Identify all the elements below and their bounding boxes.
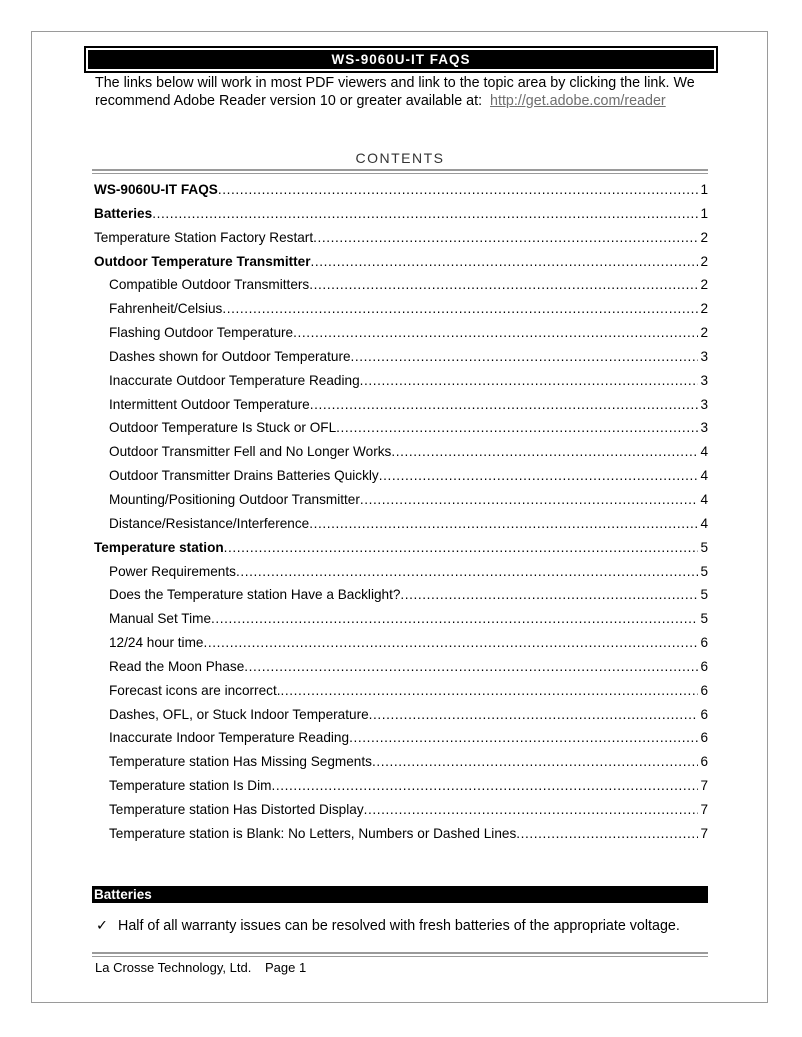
toc-leader xyxy=(271,778,698,793)
checkmark-icon: ✓ xyxy=(96,918,108,934)
toc-entry-page: 1 xyxy=(700,205,708,221)
batteries-bullet xyxy=(96,918,680,934)
toc-entry-page: 2 xyxy=(700,277,708,293)
toc-entry-page: 3 xyxy=(700,348,708,364)
toc-entry-title: Temperature station Has Distorted Display xyxy=(109,801,364,817)
toc-entry-page: 6 xyxy=(700,658,708,674)
toc-leader xyxy=(152,206,698,221)
footer-divider xyxy=(92,952,708,957)
toc-leader xyxy=(309,516,698,531)
toc-entry[interactable] xyxy=(94,611,708,635)
toc-entry[interactable] xyxy=(94,444,708,468)
toc-leader xyxy=(313,230,698,245)
toc-entry[interactable] xyxy=(94,254,708,278)
toc-entry-page: 5 xyxy=(700,563,708,579)
toc-entry-title: Inaccurate Outdoor Temperature Reading xyxy=(109,372,360,388)
toc-entry-page: 6 xyxy=(700,635,708,651)
toc-leader xyxy=(351,349,699,364)
toc-leader xyxy=(293,325,698,340)
toc-entry-title: Distance/Resistance/Interference xyxy=(109,515,310,531)
toc-leader xyxy=(311,254,699,269)
toc-leader xyxy=(222,301,698,316)
toc-entry-title: Mounting/Positioning Outdoor Transmitter xyxy=(109,491,360,507)
toc-entry[interactable] xyxy=(94,373,708,397)
toc-leader xyxy=(400,587,698,602)
toc-leader xyxy=(360,492,699,507)
toc-entry-title: Dashes shown for Outdoor Temperature xyxy=(109,348,351,364)
contents-heading: CONTENTS xyxy=(355,150,445,166)
toc-entry-page: 6 xyxy=(700,706,708,722)
toc-entry-page: 7 xyxy=(700,778,708,794)
toc-leader xyxy=(369,707,699,722)
adobe-reader-link[interactable]: http://get.adobe.com/reader xyxy=(490,93,666,109)
toc-entry-title: Outdoor Temperature Is Stuck or OFL xyxy=(109,420,337,436)
toc-entry-title: Outdoor Transmitter Drains Batteries Quickly xyxy=(109,468,379,484)
toc-entry-page: 4 xyxy=(700,468,708,484)
toc-leader xyxy=(364,802,699,817)
toc-entry[interactable] xyxy=(94,659,708,683)
toc-entry[interactable] xyxy=(94,802,708,826)
toc-entry-title: Temperature station Has Missing Segments xyxy=(109,754,372,770)
document-title: WS-9060U-IT FAQS xyxy=(88,50,714,69)
toc-entry[interactable] xyxy=(94,277,708,301)
toc-entry-title: Outdoor Temperature Transmitter xyxy=(94,253,311,269)
toc-entry[interactable] xyxy=(94,516,708,540)
toc-leader xyxy=(391,444,698,459)
toc-entry-title: Compatible Outdoor Transmitters xyxy=(109,277,310,293)
toc-entry[interactable] xyxy=(94,826,708,850)
toc-entry-page: 2 xyxy=(700,229,708,245)
toc-leader xyxy=(360,373,699,388)
toc-entry-title: Power Requirements xyxy=(109,563,236,579)
toc-entry-page: 5 xyxy=(700,539,708,555)
toc-entry-title: Intermittent Outdoor Temperature xyxy=(109,396,310,412)
toc-entry-title: Inaccurate Indoor Temperature Reading xyxy=(109,730,350,746)
toc-entry[interactable] xyxy=(94,587,708,611)
toc-entry-page: 6 xyxy=(700,754,708,770)
toc-entry[interactable] xyxy=(94,230,708,254)
toc-entry-page: 3 xyxy=(700,372,708,388)
toc-entry[interactable] xyxy=(94,182,708,206)
toc-entry-title: Temperature station Is Dim xyxy=(109,778,272,794)
toc-entry[interactable] xyxy=(94,730,708,754)
toc-entry-title: Dashes, OFL, or Stuck Indoor Temperature xyxy=(109,706,369,722)
toc-leader xyxy=(372,754,699,769)
toc-leader xyxy=(349,730,698,745)
toc-entry-page: 4 xyxy=(700,515,708,531)
toc-entry-page: 4 xyxy=(700,444,708,460)
toc-entry-page: 4 xyxy=(700,491,708,507)
toc-entry[interactable] xyxy=(94,683,708,707)
toc-entry-title: WS-9060U-IT FAQS xyxy=(94,182,218,197)
toc-entry-page: 5 xyxy=(700,611,708,627)
toc-entry[interactable] xyxy=(94,301,708,325)
toc-entry[interactable] xyxy=(94,468,708,492)
toc-entry-title: Manual Set Time xyxy=(109,611,211,627)
footer-page-number: Page 1 xyxy=(264,960,307,975)
toc-entry-page: 3 xyxy=(700,396,708,412)
toc-entry-title: Fahrenheit/Celsius xyxy=(109,301,223,317)
toc-entry-title: Temperature station xyxy=(94,539,224,555)
toc-entry[interactable] xyxy=(94,754,708,778)
toc-entry-title: Temperature station is Blank: No Letters, Numbers or Dashed Lines xyxy=(109,825,517,841)
toc-entry-page: 2 xyxy=(700,301,708,317)
toc-entry[interactable] xyxy=(94,492,708,516)
toc-entry[interactable] xyxy=(94,420,708,444)
toc-entry-title: Read the Moon Phase xyxy=(109,658,245,674)
toc-entry[interactable] xyxy=(94,349,708,373)
contents-divider xyxy=(92,169,708,174)
toc-entry[interactable] xyxy=(94,707,708,731)
toc-entry-title: 12/24 hour time xyxy=(109,635,204,651)
toc-leader xyxy=(310,397,699,412)
toc-entry-page: 7 xyxy=(700,825,708,841)
toc-entry-title: Flashing Outdoor Temperature xyxy=(109,325,294,341)
intro-paragraph xyxy=(95,74,715,110)
toc-entry[interactable] xyxy=(94,540,708,564)
toc-entry[interactable] xyxy=(94,778,708,802)
toc-entry[interactable] xyxy=(94,206,708,230)
toc-leader xyxy=(224,540,699,555)
toc-leader xyxy=(379,468,699,483)
toc-entry-title: Temperature Station Factory Restart xyxy=(94,229,314,245)
page-footer xyxy=(95,960,306,975)
toc-leader xyxy=(236,564,699,579)
batteries-bullet-text: Half of all warranty issues can be resolved with fresh batteries of the appropriate voltage. xyxy=(118,918,680,934)
toc-entry-page: 3 xyxy=(700,420,708,436)
batteries-section-heading: Batteries xyxy=(92,886,708,903)
footer-company: La Crosse Technology, Ltd. xyxy=(95,960,252,975)
toc-entry[interactable] xyxy=(94,325,708,349)
toc-entry-page: 2 xyxy=(700,325,708,341)
document-title-box xyxy=(84,46,718,73)
toc-entry-title: Outdoor Transmitter Fell and No Longer Works xyxy=(109,444,392,460)
table-of-contents xyxy=(94,182,708,850)
toc-leader xyxy=(309,277,698,292)
toc-entry[interactable] xyxy=(94,635,708,659)
toc-entry[interactable] xyxy=(94,397,708,421)
toc-leader xyxy=(516,826,698,841)
toc-entry-page: 1 xyxy=(700,182,708,197)
toc-entry-page: 5 xyxy=(700,587,708,603)
toc-leader xyxy=(281,683,699,698)
toc-entry-page: 7 xyxy=(700,801,708,817)
toc-leader xyxy=(218,182,699,197)
intro-text: The links below will work in most PDF viewers and link to the topic area by clicking the link. We recommend Adobe Reader version 10 or greater available at: xyxy=(95,75,695,109)
toc-entry-title: Batteries xyxy=(94,205,153,221)
toc-leader xyxy=(203,635,698,650)
toc-entry-title: Does the Temperature station Have a Backlight? xyxy=(109,587,401,603)
toc-entry-page: 2 xyxy=(700,253,708,269)
toc-entry-page: 6 xyxy=(700,730,708,746)
toc-leader xyxy=(336,420,698,435)
toc-entry-page: 6 xyxy=(700,682,708,698)
toc-entry-title: Forecast icons are incorrect. xyxy=(109,682,281,698)
toc-entry[interactable] xyxy=(94,564,708,588)
toc-leader xyxy=(211,611,698,626)
toc-leader xyxy=(244,659,698,674)
